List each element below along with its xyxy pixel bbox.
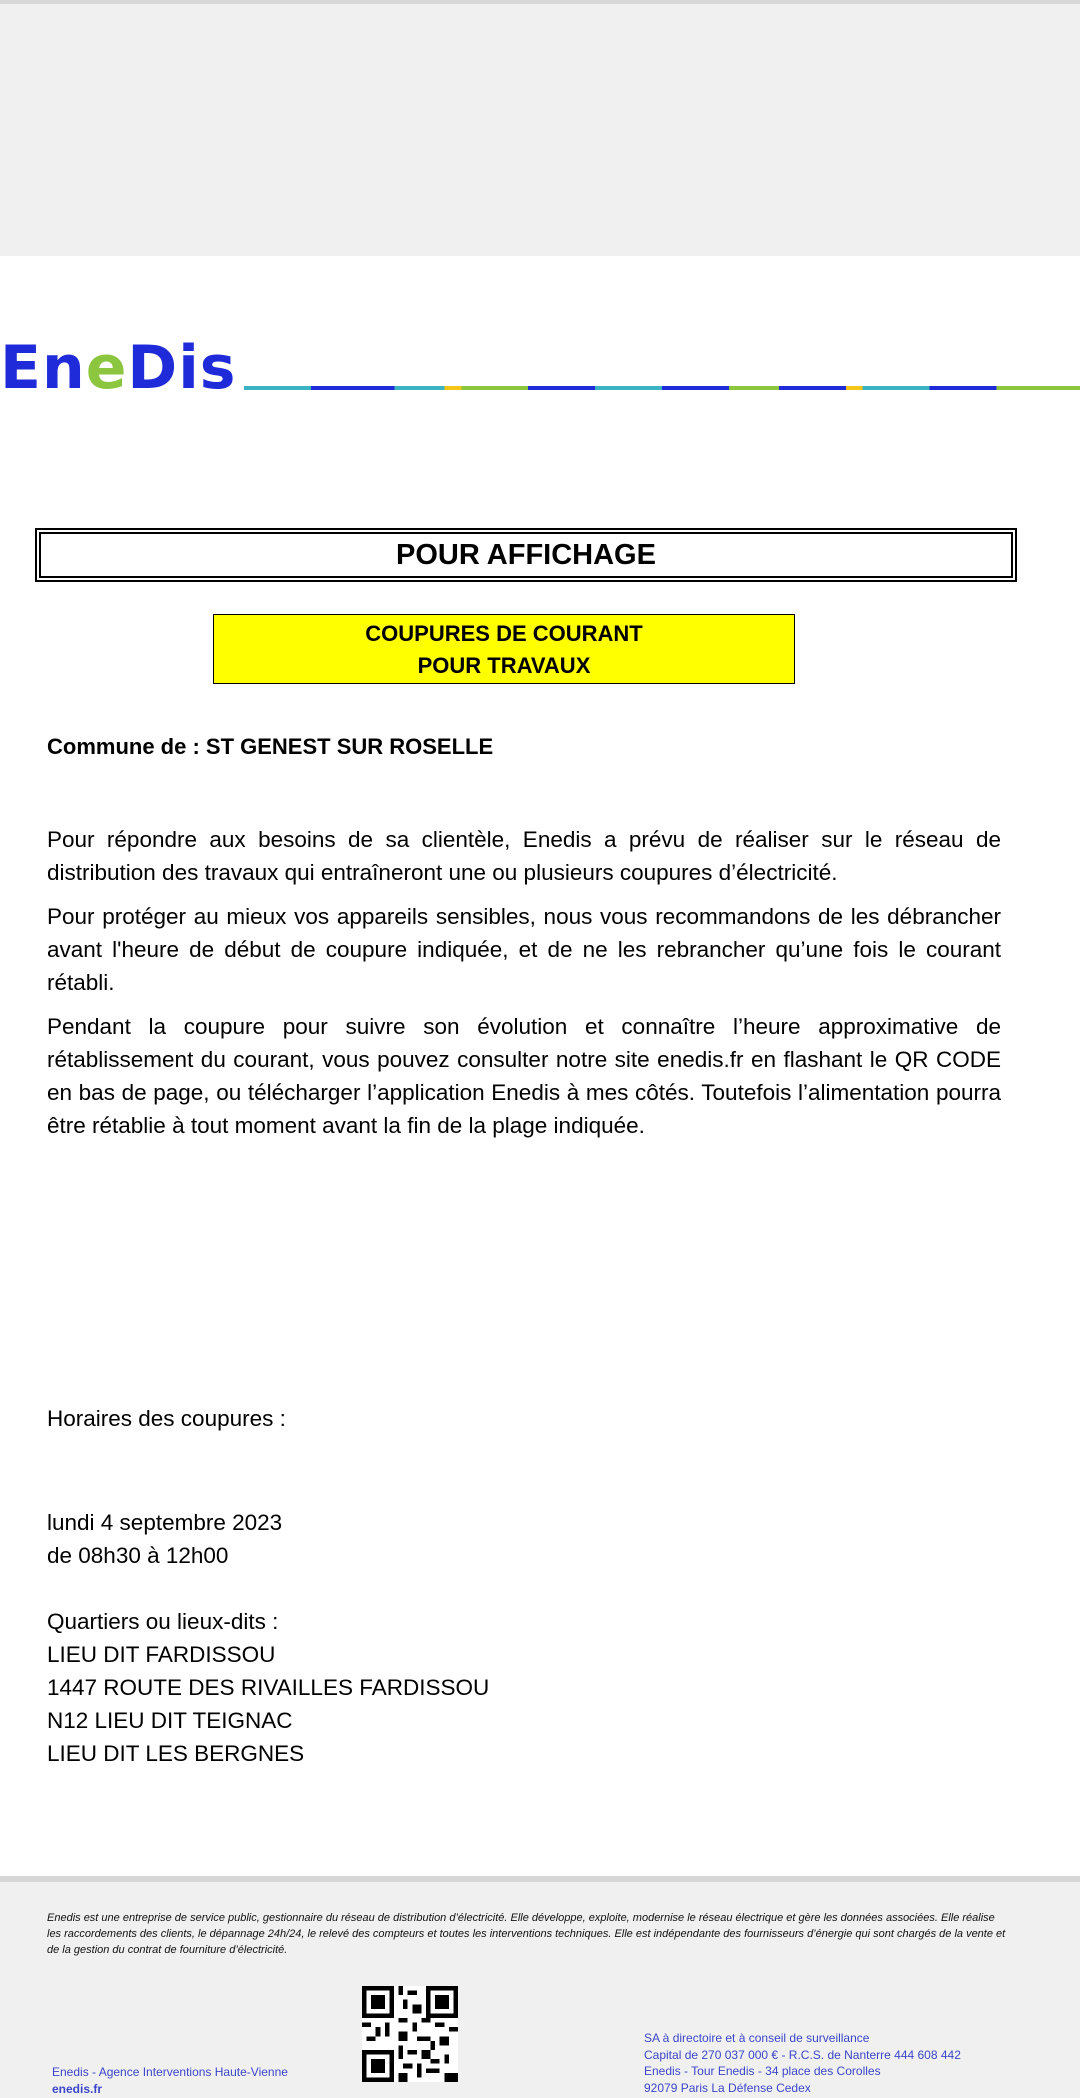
footer-right <box>644 2030 961 2096</box>
schedule-time: de 08h30 à 12h00 <box>47 1543 229 1568</box>
horaires-title: Horaires des coupures : <box>47 1406 286 1431</box>
places-list <box>47 1605 489 1770</box>
paragraph-2: Pour protéger au mieux vos appareils sensibles, nous vous recommandons de les débrancher avant l'heure de début de coupure indiquée, et de ne les rebrancher qu’une fois le courant rétabli. <box>47 904 1001 995</box>
agency-name: Enedis - Agence Interventions Haute-Vienne <box>52 2065 288 2079</box>
footer-right-line: SA à directoire et à conseil de surveillance <box>644 2031 870 2045</box>
commune-label: Commune de : ST GENEST SUR ROSELLE <box>47 734 494 759</box>
footer-right-line: 92079 Paris La Défense Cedex <box>644 2080 811 2095</box>
schedule-date: lundi 4 septembre 2023 <box>47 1510 283 1535</box>
logo-text: EneDis <box>0 333 237 403</box>
list-item: LIEU DIT LES BERGNES <box>47 1741 305 1766</box>
notice-line-2: POUR TRAVAUX <box>417 653 591 678</box>
footer-right-line: Enedis - Tour Enedis - 34 place des Corolles <box>644 2064 881 2078</box>
notice-line-1: COUPURES DE COURANT <box>365 621 643 646</box>
logo-divider-line <box>244 386 1080 390</box>
paragraph-3: Pendant la coupure pour suivre son évolution et connaître l’heure approximative de rétablissement du courant, vous pouvez consulter notre site enedis.fr en flashant le QR CODE en bas de page, ou télécharger l’application Enedis à mes côtés. Toutefois l’alimentation pourra être rétablie à tout moment avant la fin de la plage indiquée. <box>47 1014 1001 1138</box>
paragraph-1: Pour répondre aux besoins de sa clientèle, Enedis a prévu de réaliser sur le réseau de distribution des travaux qui entraîneront une ou plusieurs coupures d’électricité. <box>47 827 1001 885</box>
enedis-logo <box>0 333 237 403</box>
qr-code-icon[interactable] <box>362 1986 458 2082</box>
disclaimer: Enedis est une entreprise de service public, gestionnaire du réseau de distribution d’électricité. Elle développe, exploite, modernise le réseau électrique et gère les données associées. Elle réalise les raccordements des clients, le dépannage 24h/24, le relevé des compteurs et toutes les interventions techniques. Elle est indépendante des fournisseurs d’énergie qui sont chargés de la vente et de la gestion du contrat de fourniture d’électricité. <box>47 1912 1006 1956</box>
bottom-shade <box>0 1876 1080 1882</box>
places-title: Quartiers ou lieux-dits : <box>47 1609 279 1634</box>
footer-right-line: Capital de 270 037 000 € - R.C.S. de Nanterre 444 608 442 <box>644 2047 961 2062</box>
document-page <box>0 256 1080 2096</box>
notice-banner <box>213 614 795 684</box>
list-item: LIEU DIT FARDISSOU <box>47 1642 276 1667</box>
top-shade <box>0 0 1080 4</box>
site-link[interactable]: enedis.fr <box>52 2082 103 2096</box>
list-item: 1447 ROUTE DES RIVAILLES FARDISSOU <box>47 1675 490 1700</box>
schedule <box>47 1506 282 1572</box>
page-heading: POUR AFFICHAGE <box>35 528 1017 582</box>
list-item: N12 LIEU DIT TEIGNAC <box>47 1708 293 1733</box>
footer-left <box>52 2064 288 2098</box>
body-text <box>47 823 1001 1153</box>
